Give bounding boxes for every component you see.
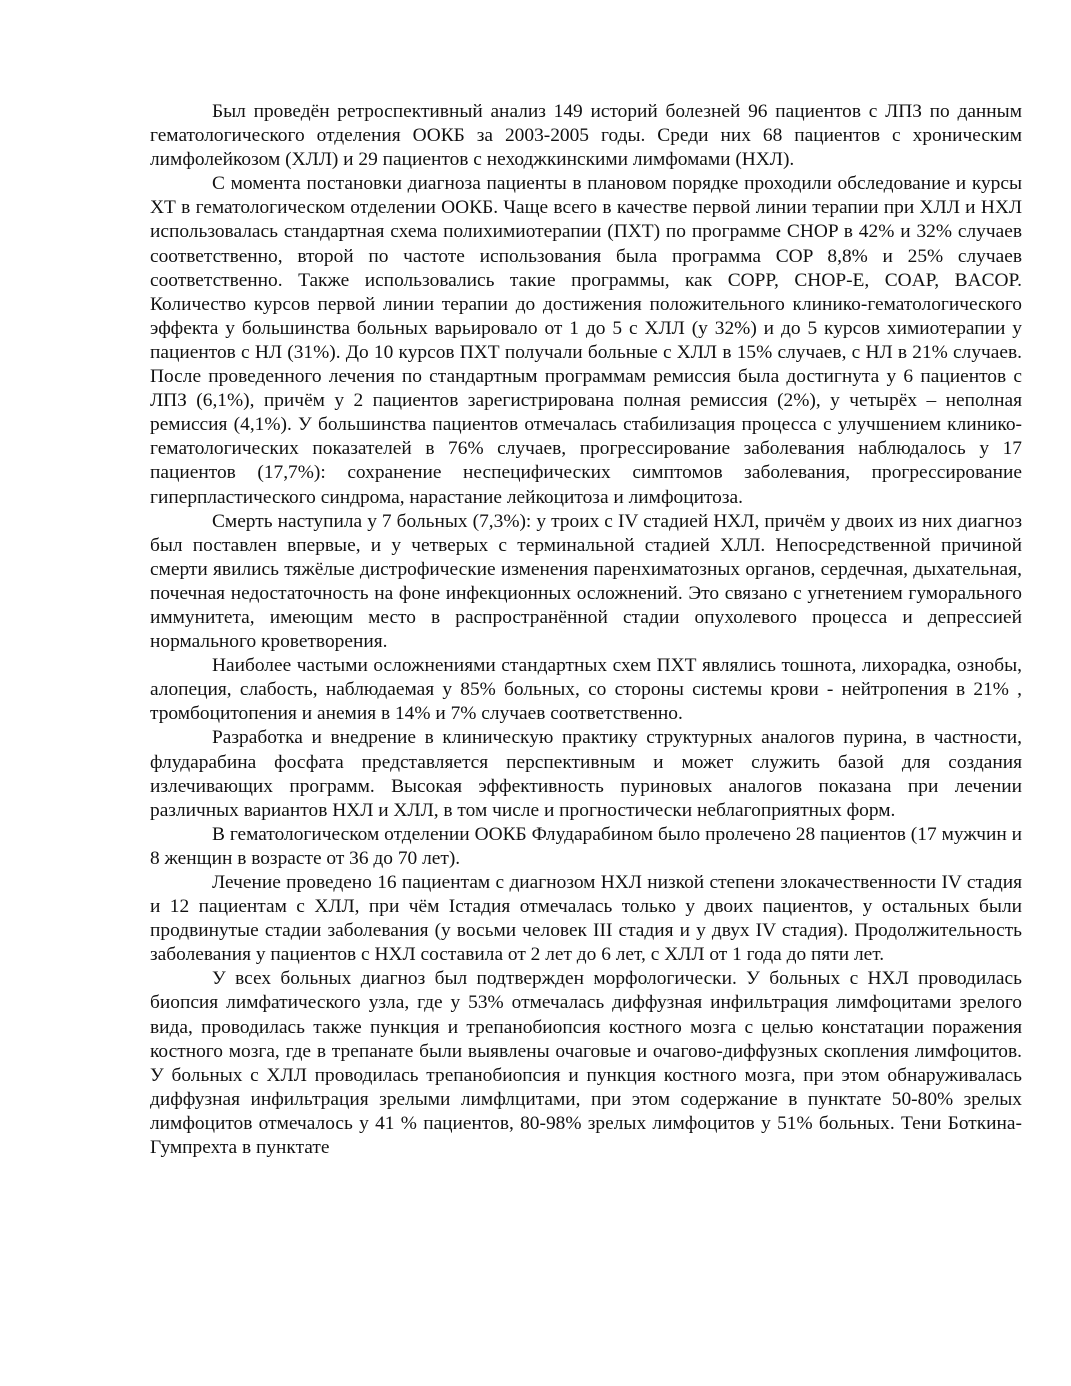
paragraph-diagnosis-morphology: У всех больных диагноз был подтвержден морфологически. У больных с НХЛ проводилась биопсия лимфатического узла, где у 53% отмечалась диффузная инфильтрация лимфоцитами зрелого вида, проводилась также пункция и трепанобиопсия костного мозга с целью констатации поражения костного мозга, где в трепанате были выявлены очаговые и очагово-диффузных скопления лимфоцитов. У больных с ХЛЛ проводилась трепанобиопсия и пункция костного мозга, при этом обнаруживалась диффузная инфильтрация зрелыми лимфлцитами, при этом содержание в пунктате 50-80% зрелых лимфоцитов отмечалось у 41 % пациентов, 80-98% зрелых лимфоцитов у 51% больных. Тени Боткина-Гумпрехта в пунктате xyxy=(150,968,1022,1159)
paragraph-purine-analogs: Разработка и внедрение в клиническую практику структурных аналогов пурина, в частности, флударабина фосфата представляется перспективным и может служить базой для создания излечивающих программ. Высокая эффективность пуриновых аналогов показана при лечении различных вариантов НХЛ и ХЛЛ, в том числе и прогностически неблагоприятных форм. xyxy=(150,727,1022,821)
paragraph-therapy-results: С момента постановки диагноза пациенты в плановом порядке проходили обследование и курсы ХТ в гематологическом отделении ООКБ. Чаще всего в качестве первой линии терапии при ХЛЛ и НХЛ использовалась стандартная схема полихимиотерапии (ПХТ) по программе CHOP в 42% и 32% случаев соответственно, второй по частоте использования была программа COP 8,8% и 25% случаев соответственно. Также использовались такие программы, как COPP, CHOP-E, COAP, BACOP. Количество курсов первой линии терапии до достижения положительного клинико-гематологического эффекта у большинства больных варьировало от 1 до 5 с ХЛЛ (у 32%) и до 5 курсов химиотерапии у пациентов с НЛ (31%). До 10 курсов ПХТ получали больные с ХЛЛ в 15% случаев, с НЛ в 21% случаев. После проведенного лечения по стандартным программам ремиссия была достигнута у 6 пациентов с ЛПЗ (6,1%), причём у 2 пациентов зарегистрирована полная ремиссия (2%), у четырёх – неполная ремиссия (4,1%). У большинства пациентов отмечалась стабилизация процесса с улучшением клинико-гематологических показателей в 76% случаев, прогрессирование заболевания наблюдалось у 17 пациентов (17,7%): сохранение неспецифических симптомов заболевания, прогрессирование гиперпластического синдрома, нарастание лейкоцитоза и лимфоцитоза. xyxy=(150,173,1022,508)
paragraph-treatment-stages: Лечение проведено 16 пациентам с диагнозом НХЛ низкой степени злокачественности IV стадия и 12 пациентам с ХЛЛ, при чём Iстадия отмечалась только у двоих пациентов, у остальных были продвинутые стадии заболевания (у восьми человек III стадия и у двух IV стадия). Продолжительность заболевания у пациентов с НХЛ составила от 2 лет до 6 лет, с ХЛЛ от 1 года до пяти лет. xyxy=(150,872,1022,966)
document-page xyxy=(150,100,1022,1160)
paragraph-complications: Наиболее частыми осложнениями стандартных схем ПХТ являлись тошнота, лихорадка, ознобы, алопеция, слабость, наблюдаемая у 85% больных, со стороны системы крови - нейтропения в 21% , тромбоцитопения и анемия в 14% и 7% случаев соответственно. xyxy=(150,655,1022,725)
paragraph-mortality: Смерть наступила у 7 больных (7,3%): у троих с IV стадией НХЛ, причём у двоих из них диагноз был поставлен впервые, и у четверых с терминальной стадией ХЛЛ. Непосредственной причиной смерти явились тяжёлые дистрофические изменения паренхиматозных органов, сердечная, дыхательная, почечная недостаточность на фоне инфекционных осложнений. Это связано с угнетением гуморального иммунитета, имеющим место в распространённой стадии опухолевого процесса и депрессией нормального кроветворения. xyxy=(150,510,1022,653)
paragraph-study-overview: Был проведён ретроспективный анализ 149 историй болезней 96 пациентов с ЛПЗ по данным гематологического отделения ООКБ за 2003-2005 годы. Среди них 68 пациентов с хроническим лимфолейкозом (ХЛЛ) и 29 пациентов с неходжкинскими лимфомами (НХЛ). xyxy=(150,101,1022,171)
paragraph-fludarabine-patients: В гематологическом отделении ООКБ Флударабином было пролечено 28 пациентов (17 мужчин и 8 женщин в возрасте от 36 до 70 лет). xyxy=(150,823,1022,869)
